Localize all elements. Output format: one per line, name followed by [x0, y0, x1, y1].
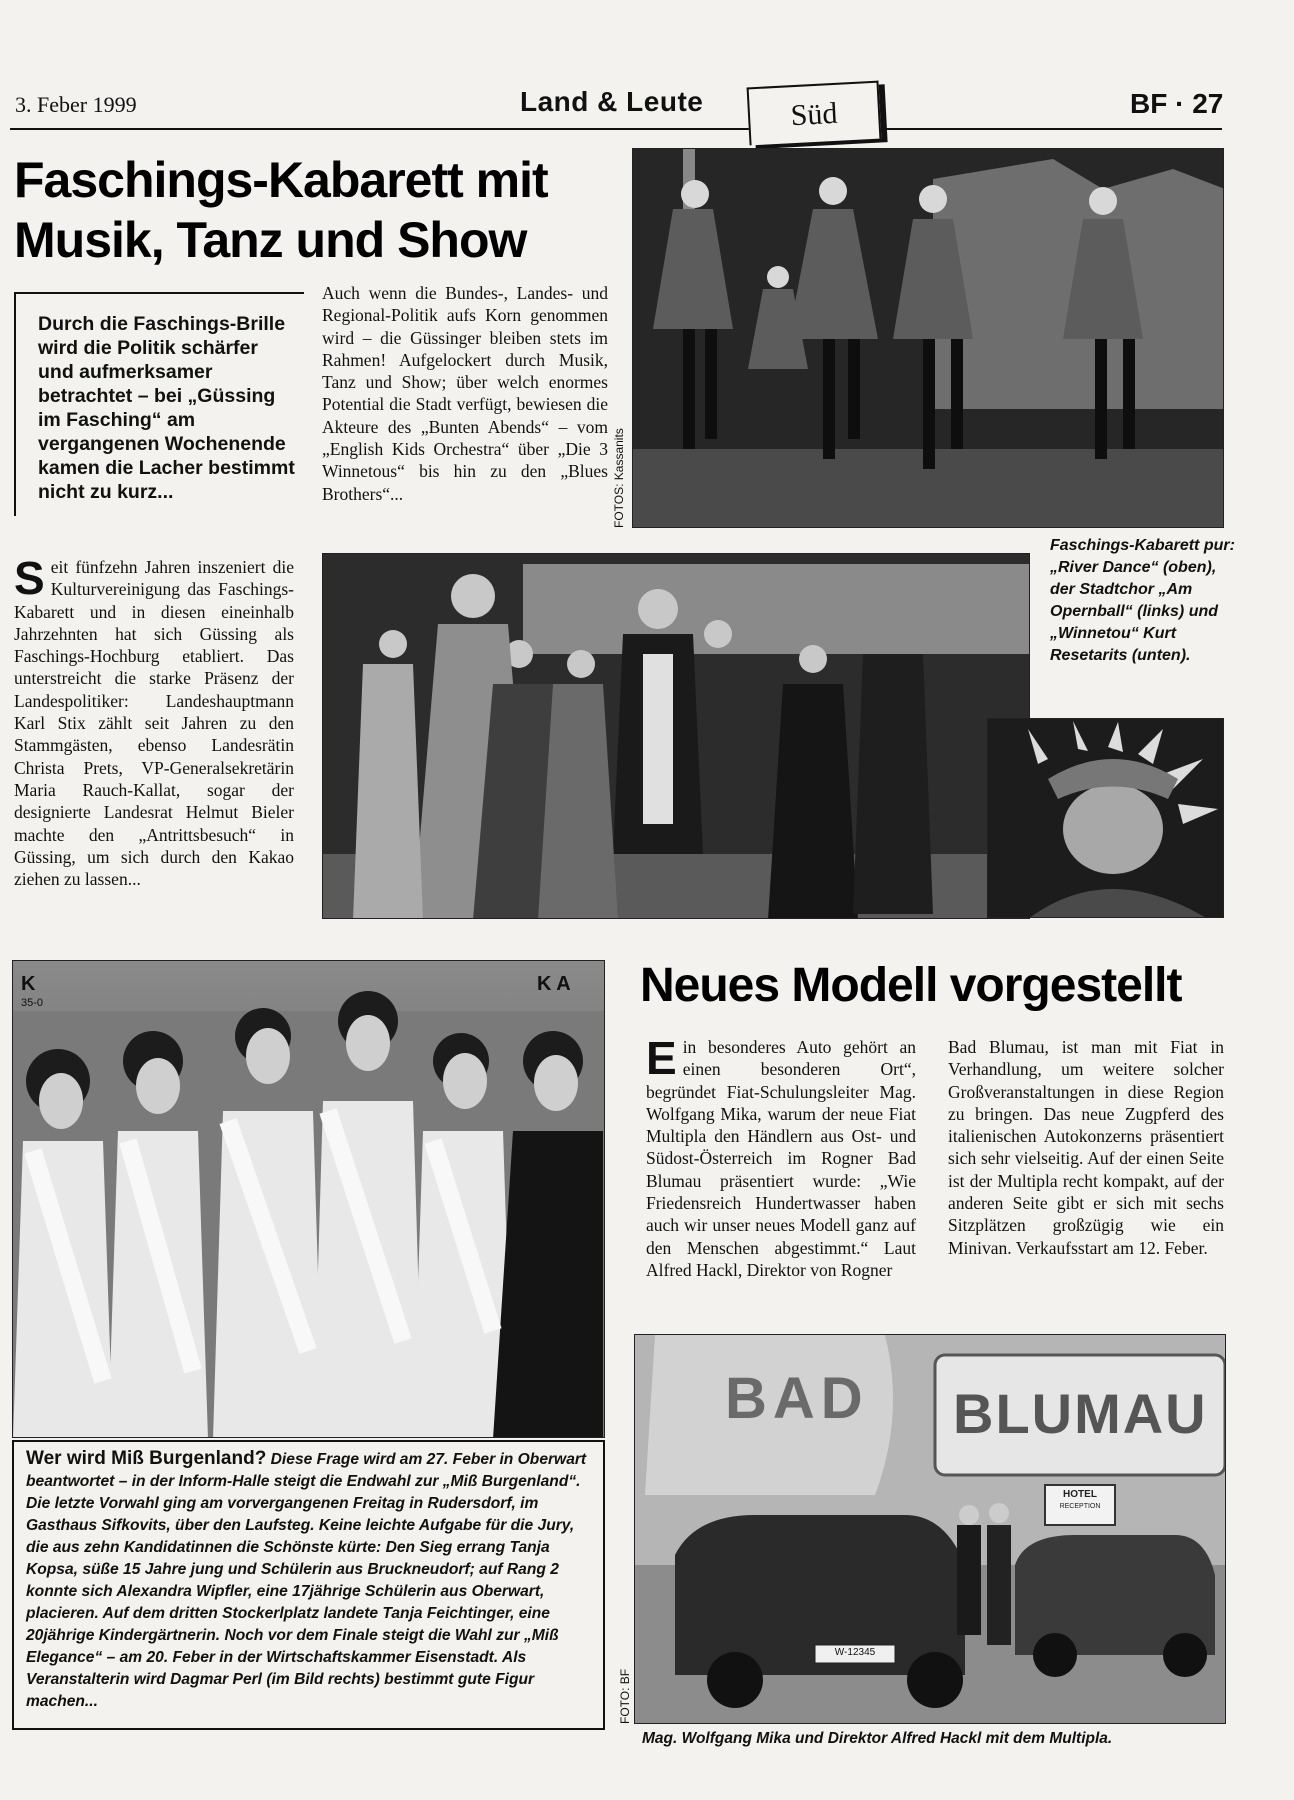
article1-headline-line1: Faschings-Kabarett mit	[14, 152, 548, 208]
hotel-sign-line2: RECEPTION	[1059, 1503, 1101, 1510]
article1-headline	[14, 150, 634, 270]
article1-intro: Auch wenn die Bundes-, Landes- und Regional-Politik aufs Korn genommen wird – die Güssinger bleiben stets im Rahmen! Aufgelockert durch Musik, Tanz und Show; über welch enormes Potential die Stadt verfügt, bewiesen die Akteure des „Bunten Abends“ – vom „English Kids Orchestra“ über „Die 3 Winnetous“ bis hin zu den „Blues Brothers“...	[322, 283, 608, 504]
miss-burgenland-photo	[12, 960, 605, 1438]
header-rule	[10, 128, 1222, 130]
article2-photo-credit: FOTO: BF	[618, 1668, 632, 1724]
miss-sign-left: K	[21, 973, 36, 995]
article2-headline: Neues Modell vorgestellt	[640, 959, 1182, 1012]
article1-teaser: Durch die Faschings-Brille wird die Politik schärfer und aufmerksamer betrachtet – bei „Güssing im Fasching“ am vergangenen Wochenende kamen die Lacher bestimmt nicht zu kurz...	[14, 292, 304, 516]
stadtchor-photo	[322, 553, 1030, 919]
sign-blumau: BLUMAU	[953, 1382, 1208, 1445]
article2-col1-text: in besonderes Auto gehört an einen besonderen Ort“, begründet Fiat-Schulungsleiter Mag. Wolfgang Mika, warum der neue Fiat Multipla den Händlern aus Ost- und Südost-Österreich im Rogner Bad Blumau präsentiert wurde: „Wie Friedensreich Hundertwasser haben auch wir unser neues Modell ganz auf den Menschen abgestimmt.“ Laut Alfred Hackl, Direktor von Rogner	[646, 1037, 916, 1280]
article1-body	[14, 552, 294, 890]
miss-text: Diese Frage wird am 27. Feber in Oberwart beantwortet – in der Inform-Halle steigt die Endwahl zur „Miß Burgenland“. Die letzte Vorwahl ging am vorvergangenen Freitag in Rudersdorf, im Gasthaus Sifkovits, über den Laufsteg. Keine leichte Aufgabe für die Jury, die aus zehn Kandidatinnen die Schönste kürte: Den Sieg errang Tanja Kopsa, süße 15 Jahre jung und Schülerin aus Bruckneudorf; auf Rang 2 konnte sich Alexandra Wipfler, eine 17jährige Schülerin aus Oberwart, placieren. Auf dem dritten Stockerlplatz landete Tanja Feichtinger, eine 20jährige Kindergärtnerin. Noch vor dem Finale steigt die Wahl zur „Miß Elegance“ – am 20. Feber in der Wirtschaftskammer Eisenstadt. Als Veranstalterin wird Dagmar Perl (im Bild rechts) bestimmt gute Figur machen...	[26, 1451, 587, 1710]
issue-date: 3. Feber 1999	[15, 92, 137, 117]
winnetou-photo	[987, 718, 1224, 918]
page-number: BF · 27	[1130, 88, 1224, 119]
miss-lead: Wer wird Miß Burgenland?	[26, 1448, 267, 1469]
article1-photo-credit: FOTOS: Kassanits	[612, 428, 626, 528]
hotel-sign-line1: HOTEL	[1063, 1489, 1097, 1500]
article2-col2: Bad Blumau, ist man mit Fiat in Verhandlung, um weitere solcher Großveranstaltungen in diese Region zu bringen. Das neue Zugpferd des italienischen Autokonzerns präsentiert sich sehr vielseitig. Auf der einen Seite ist der Multipla recht kompakt, auf der anderen Seite gibt er sich mit sechs Sitzplätzen großzügig wie ein Minivan. Verkaufsstart am 12. Feber.	[948, 1037, 1224, 1258]
article1-body-text: eit fünfzehn Jahren inszeniert die Kulturvereinigung das Faschings-Kabarett und in diesen eineinhalb Jahrzehnten hat sich Güssing als Faschings-Hochburg etabliert. Das unterstreicht die starke Präsenz der Landespolitiker: Landeshauptmann Karl Stix zählt seit Jahren zu den Stammgästen, ebenso Landesrätin Christa Prets, VP-Generalsekretärin Maria Rauch-Kallat, sogar der designierte Landesrat Helmut Bieler machte den „Antrittsbesuch“ in Güssing, um sich durch den Kakao ziehen zu lassen...	[14, 557, 294, 890]
sign-bad: BAD	[725, 1366, 869, 1431]
miss-sign-right: K A	[537, 973, 571, 995]
article2-col1	[646, 1032, 916, 1281]
river-dance-photo	[632, 148, 1224, 528]
article1-headline-line2: Musik, Tanz und Show	[14, 212, 527, 268]
article1-caption: Faschings-Kabarett pur: „River Dance“ (oben), der Stadtchor „Am Opernball“ (links) und „Winnetou“ Kurt Resetarits (unten).	[1050, 537, 1235, 664]
article2-caption: Mag. Wolfgang Mika und Direktor Alfred Hackl mit dem Multipla.	[642, 1730, 1113, 1747]
region-tab: Süd	[747, 81, 882, 146]
article1-dropcap: S	[14, 552, 45, 604]
article2-dropcap: E	[646, 1032, 677, 1084]
miss-burgenland-box	[12, 1440, 605, 1730]
miss-sign-left-sub: 35-0	[21, 997, 44, 1009]
section-title: Land & Leute	[520, 86, 704, 117]
license-plate: W-12345	[834, 1647, 876, 1658]
fiat-multipla-photo	[634, 1334, 1226, 1724]
